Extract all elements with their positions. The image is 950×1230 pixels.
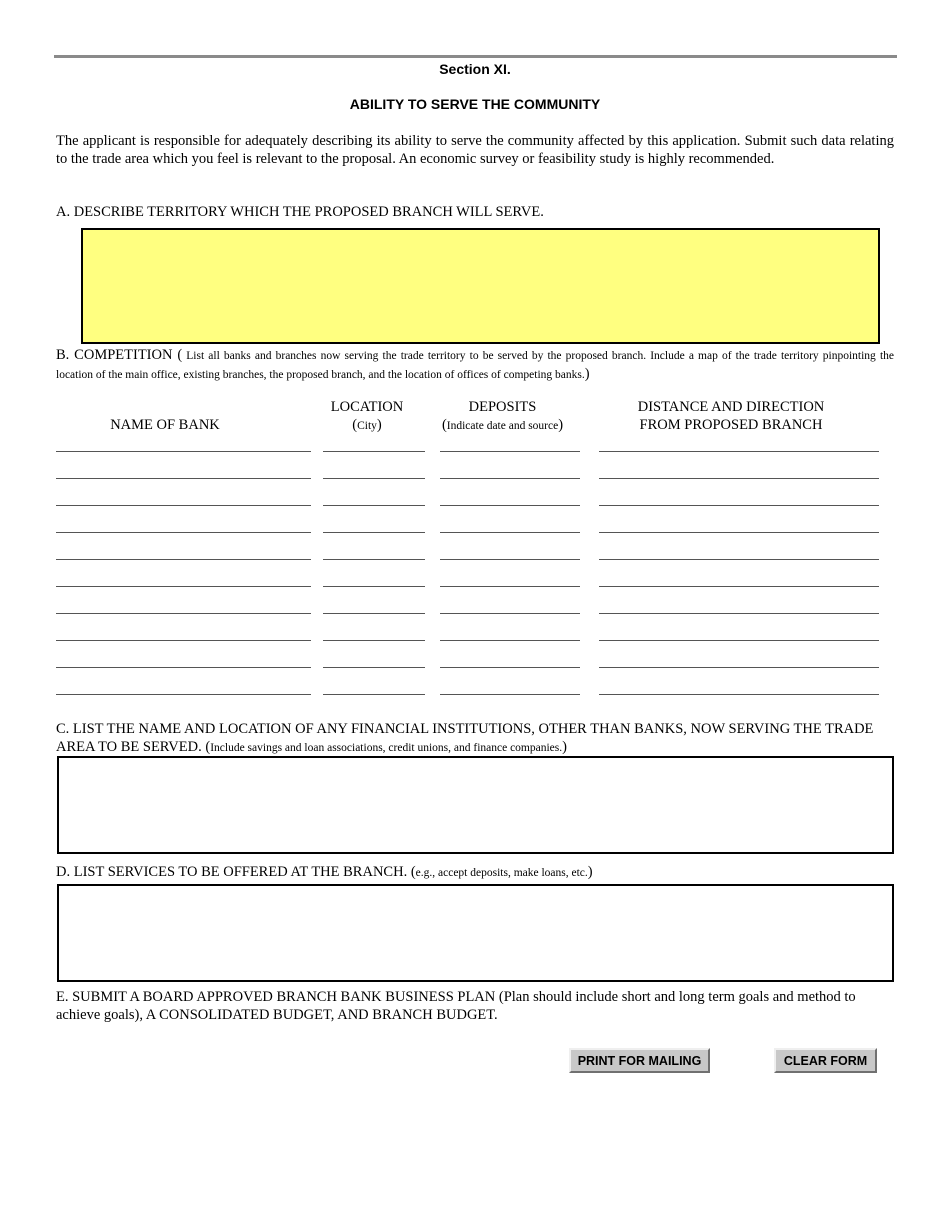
clear-form-button[interactable]: CLEAR FORM: [774, 1048, 877, 1073]
bank-distance-field[interactable]: [599, 505, 879, 506]
col-location-sub: City: [357, 420, 377, 432]
print-for-mailing-button[interactable]: PRINT FOR MAILING: [569, 1048, 710, 1073]
col-deposits-sub: Indicate date and source: [446, 420, 559, 432]
table-row: [0, 684, 950, 694]
bank-name-field[interactable]: [56, 694, 311, 695]
bank-location-field[interactable]: [323, 694, 425, 695]
bank-distance-field[interactable]: [599, 640, 879, 641]
top-rule: [54, 55, 897, 58]
bank-name-field[interactable]: [56, 478, 311, 479]
col-deposits-close: ): [558, 417, 564, 433]
table-row: [0, 468, 950, 478]
bank-deposits-field[interactable]: [440, 451, 580, 452]
col-distance: [600, 398, 862, 434]
part-c-label-main: C. LIST THE NAME AND LOCATION OF ANY FINANCIAL INSTITUTIONS, OTHER THAN BANKS, NOW SERVING THE TRADE AREA TO BE SERVED. (: [56, 721, 874, 755]
part-b-label: [56, 346, 894, 384]
table-row: [0, 630, 950, 640]
col-name-of-bank: NAME OF BANK: [110, 417, 220, 433]
bank-name-field[interactable]: [56, 559, 311, 560]
bank-deposits-field[interactable]: [440, 532, 580, 533]
bank-location-field[interactable]: [323, 532, 425, 533]
part-a-label: A. DESCRIBE TERRITORY WHICH THE PROPOSED BRANCH WILL SERVE.: [56, 204, 544, 220]
bank-location-field[interactable]: [323, 667, 425, 668]
bank-distance-field[interactable]: [599, 667, 879, 668]
section-number: Section XI.: [439, 61, 511, 77]
bank-name-field[interactable]: [56, 613, 311, 614]
bank-distance-field[interactable]: [599, 613, 879, 614]
part-c-label: [56, 720, 894, 757]
bank-distance-field[interactable]: [599, 478, 879, 479]
col-distance-line2: FROM PROPOSED BRANCH: [639, 417, 823, 433]
col-location-open: (: [352, 417, 358, 433]
table-row: [0, 522, 950, 532]
table-row: [0, 441, 950, 451]
table-row: [0, 576, 950, 586]
bank-name-field[interactable]: [56, 451, 311, 452]
bank-deposits-field[interactable]: [440, 694, 580, 695]
bank-distance-field[interactable]: [599, 694, 879, 695]
col-deposits: [430, 398, 575, 435]
bank-name-field[interactable]: [56, 505, 311, 506]
part-b-label-main: B. COMPETITION (: [56, 347, 183, 363]
territory-input[interactable]: [81, 228, 880, 344]
bank-location-field[interactable]: [323, 640, 425, 641]
part-d-label-note: e.g., accept deposits, make loans, etc.: [415, 867, 588, 879]
bank-deposits-field[interactable]: [440, 559, 580, 560]
part-c-label-note: Include savings and loan associations, credit unions, and finance companies.: [210, 742, 563, 754]
bank-name-field[interactable]: [56, 532, 311, 533]
bank-distance-field[interactable]: [599, 559, 879, 560]
bank-deposits-field[interactable]: [440, 667, 580, 668]
bank-distance-field[interactable]: [599, 532, 879, 533]
bank-distance-field[interactable]: [599, 451, 879, 452]
table-row: [0, 495, 950, 505]
bank-name-field[interactable]: [56, 640, 311, 641]
col-location: [307, 398, 427, 435]
bank-location-field[interactable]: [323, 559, 425, 560]
part-b-label-note: List all banks and branches now serving the trade territory to be served by the proposed branch. Include a map of the trade territory pinpointing the location of the main office, existing branches, the proposed branch, and the location of offices of competing banks.: [56, 350, 894, 381]
intro-paragraph: The applicant is responsible for adequately describing its ability to serve the community affected by this application. Submit such data relating to the trade area which you feel is relevant to the proposal. An economic survey or feasibility study is highly recommended.: [56, 133, 894, 167]
part-e-label: E. SUBMIT A BOARD APPROVED BRANCH BANK BUSINESS PLAN (Plan should include short and long term goals and method to achieve goals), A CONSOLIDATED BUDGET, AND BRANCH BUDGET.: [56, 989, 856, 1023]
section-title: ABILITY TO SERVE THE COMMUNITY: [349, 96, 601, 112]
bank-location-field[interactable]: [323, 451, 425, 452]
bank-location-field[interactable]: [323, 586, 425, 587]
bank-location-field[interactable]: [323, 505, 425, 506]
col-deposits-open: (: [441, 417, 447, 433]
col-location-title: LOCATION: [330, 399, 404, 415]
col-distance-line1: DISTANCE AND DIRECTION: [637, 399, 825, 415]
other-institutions-input[interactable]: [57, 756, 894, 854]
part-d-label-close: ): [587, 864, 593, 880]
bank-location-field[interactable]: [323, 478, 425, 479]
bank-deposits-field[interactable]: [440, 586, 580, 587]
table-row: [0, 657, 950, 667]
bank-name-field[interactable]: [56, 586, 311, 587]
bank-deposits-field[interactable]: [440, 478, 580, 479]
services-input[interactable]: [57, 884, 894, 982]
part-d-label: [56, 863, 593, 882]
table-row: [0, 549, 950, 559]
bank-distance-field[interactable]: [599, 586, 879, 587]
bank-name-field[interactable]: [56, 667, 311, 668]
col-location-close: ): [376, 417, 382, 433]
bank-deposits-field[interactable]: [440, 640, 580, 641]
bank-deposits-field[interactable]: [440, 613, 580, 614]
col-deposits-title: DEPOSITS: [468, 399, 537, 415]
bank-location-field[interactable]: [323, 613, 425, 614]
part-c-label-close: ): [562, 739, 567, 755]
part-d-label-main: D. LIST SERVICES TO BE OFFERED AT THE BRANCH. (: [56, 864, 416, 880]
bank-deposits-field[interactable]: [440, 505, 580, 506]
part-b-label-close: ): [584, 366, 590, 382]
table-row: [0, 603, 950, 613]
